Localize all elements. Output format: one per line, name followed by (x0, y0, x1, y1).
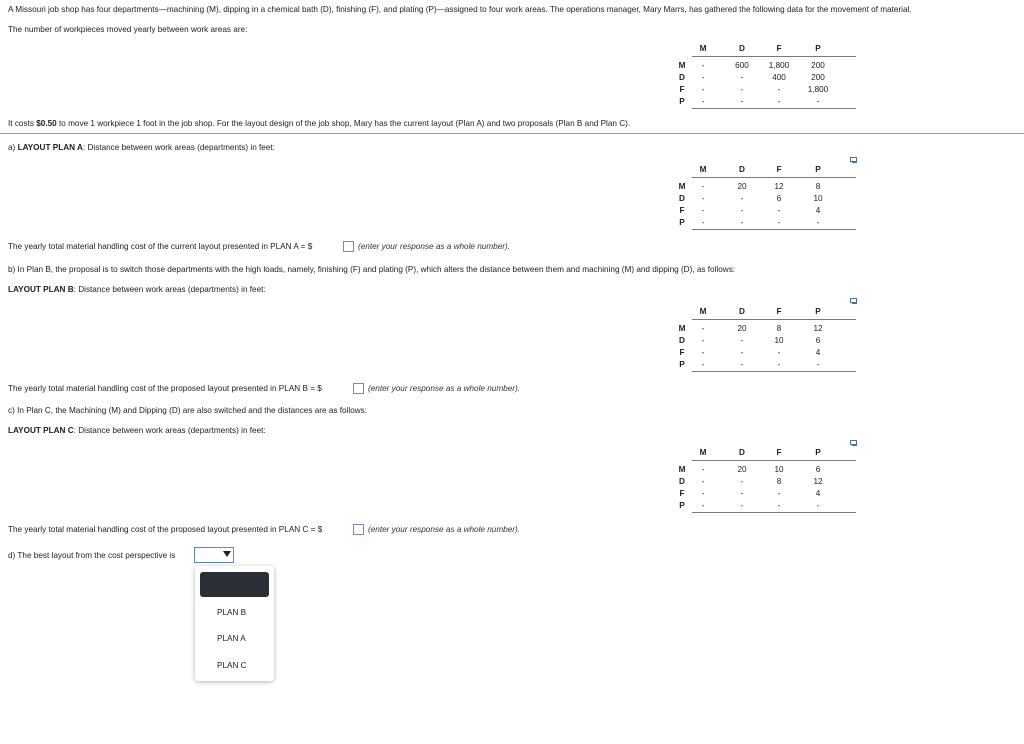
column-header: P (815, 165, 821, 174)
column-header: F (776, 307, 782, 316)
plan-b-answer-row (8, 384, 322, 393)
column-header: F (776, 44, 782, 53)
matrix-cell: 4 (815, 206, 821, 215)
row-header: F (679, 85, 685, 94)
matrix-cell: 200 (811, 61, 825, 70)
part-b-rest: : Distance between work areas (departments) in feet: (73, 285, 266, 294)
matrix-cell: 200 (811, 73, 825, 82)
column-header: D (739, 307, 745, 316)
matrix-cell: - (777, 360, 781, 369)
matrix-cell: 10 (774, 465, 784, 474)
matrix-cell: - (740, 501, 744, 510)
matrix-cell: - (740, 477, 744, 486)
matrix-cell: - (740, 85, 744, 94)
matrix-cell: - (740, 206, 744, 215)
column-header: M (699, 307, 707, 316)
matrix-rule (692, 229, 856, 230)
dropdown-highlight-option[interactable] (200, 572, 269, 597)
matrix-cell: - (740, 218, 744, 227)
matrix-cell: 4 (815, 489, 821, 498)
plan-a-answer-note: (enter your response as a whole number). (358, 242, 511, 251)
matrix-rule (692, 177, 856, 178)
row-header: M (678, 182, 686, 191)
matrix-cell: - (777, 85, 781, 94)
matrix-cell: - (701, 85, 705, 94)
divider (0, 133, 1024, 134)
matrix-cell: - (816, 501, 820, 510)
matrix-cell: - (777, 218, 781, 227)
plan-b-answer-label: The yearly total material handling cost of the proposed layout presented in PLAN B = $ (8, 384, 322, 393)
cost-amount: $0.50 (36, 119, 57, 128)
matrix-cell: 1,800 (768, 61, 790, 70)
column-header: D (739, 44, 745, 53)
matrix-cell: - (701, 336, 705, 345)
matrix-cell: - (701, 97, 705, 106)
matrix-cell: - (816, 97, 820, 106)
matrix-rule (692, 512, 856, 513)
plan-c-answer-note: (enter your response as a whole number). (368, 525, 521, 534)
matrix-cell: - (816, 360, 820, 369)
matrix-cell: - (701, 348, 705, 357)
column-header: P (815, 448, 821, 457)
intro-line-1: A Missouri job shop has four departments—machining (M), dipping in a chemical bath (D), finishing (F), and plating (P)—assigned to four work areas. The operations manager, Mary Marrs, has gathered the following data for the movement of material. (8, 5, 912, 14)
matrix-cell: 6 (815, 465, 821, 474)
matrix-cell: - (701, 61, 705, 70)
matrix-cell: - (701, 489, 705, 498)
row-header: D (679, 336, 685, 345)
matrix-cell: 6 (815, 336, 821, 345)
plan-a-cost-input[interactable] (343, 241, 354, 252)
matrix-cell: - (701, 465, 705, 474)
cost-note (8, 119, 630, 128)
dropdown-option-plan-a[interactable]: PLAN A (217, 634, 246, 643)
matrix-cell: - (740, 360, 744, 369)
part-a-bold: LAYOUT PLAN A (17, 143, 83, 152)
part-c-bold: LAYOUT PLAN C (8, 426, 74, 435)
row-header: F (679, 489, 685, 498)
cost-note-post: to move 1 workpiece 1 foot in the job shop. For the layout design of the job shop, Mary has the current layout (Plan A) and two proposals (Plan B and Plan C). (56, 119, 631, 128)
dropdown-menu (195, 566, 274, 681)
dropdown-option-plan-b[interactable]: PLAN B (217, 608, 247, 617)
chevron-down-icon[interactable] (223, 551, 231, 557)
matrix-cell: - (701, 218, 705, 227)
matrix-cell: - (701, 206, 705, 215)
matrix-cell: 8 (815, 182, 821, 191)
matrix-cell: 4 (815, 348, 821, 357)
part-b-heading (8, 285, 266, 294)
plan-c-cost-input[interactable] (353, 524, 364, 535)
matrix-cell: - (777, 489, 781, 498)
row-header: F (679, 206, 685, 215)
matrix-cell: 20 (737, 465, 747, 474)
matrix-cell: 12 (774, 182, 784, 191)
part-a-heading (8, 143, 275, 152)
matrix-cell: - (701, 477, 705, 486)
plan-c-answer-row (8, 525, 322, 534)
matrix-cell: - (740, 348, 744, 357)
copy-icon[interactable] (850, 157, 858, 164)
matrix-cell: - (701, 360, 705, 369)
matrix-cell: - (740, 194, 744, 203)
matrix-cell: 1,800 (807, 85, 829, 94)
part-c-rest: : Distance between work areas (departments) in feet: (73, 426, 266, 435)
matrix-cell: - (701, 324, 705, 333)
matrix-cell: - (777, 97, 781, 106)
matrix-cell: 12 (813, 477, 823, 486)
plan-c-answer-label: The yearly total material handling cost of the proposed layout presented in PLAN C = $ (8, 525, 323, 534)
row-header: P (679, 97, 685, 106)
matrix-cell: - (740, 97, 744, 106)
column-header: D (739, 165, 745, 174)
part-d-label: d) The best layout from the cost perspective is (8, 551, 176, 560)
row-header: M (678, 61, 686, 70)
dropdown-option-plan-c[interactable]: PLAN C (217, 661, 247, 670)
matrix-cell: - (740, 489, 744, 498)
matrix-cell: - (816, 218, 820, 227)
matrix-cell: 10 (813, 194, 823, 203)
copy-icon[interactable] (850, 440, 858, 447)
row-header: P (679, 218, 685, 227)
column-header: P (815, 44, 821, 53)
copy-icon[interactable] (850, 298, 858, 305)
row-header: P (679, 360, 685, 369)
column-header: M (699, 44, 707, 53)
row-header: D (679, 477, 685, 486)
matrix-rule (692, 460, 856, 461)
part-a-prefix: a) (8, 143, 18, 152)
matrix-cell: - (740, 336, 744, 345)
matrix-cell: 10 (774, 336, 784, 345)
plan-b-answer-note: (enter your response as a whole number). (368, 384, 521, 393)
matrix-cell: - (701, 73, 705, 82)
column-header: F (776, 448, 782, 457)
matrix-cell: - (777, 348, 781, 357)
part-b-intro: b) In Plan B, the proposal is to switch those departments with the high loads, namely, finishing (F) and plating (P), which alters the distance between them and machining (M) and dipping (D), as follows: (8, 265, 736, 274)
matrix-cell: 600 (735, 61, 749, 70)
column-header: M (699, 448, 707, 457)
matrix-cell: 20 (737, 324, 747, 333)
row-header: D (679, 73, 685, 82)
row-header: F (679, 348, 685, 357)
part-c-heading (8, 426, 266, 435)
matrix-cell: 8 (776, 324, 782, 333)
column-header: F (776, 165, 782, 174)
matrix-cell: 8 (776, 477, 782, 486)
column-header: D (739, 448, 745, 457)
row-header: M (678, 465, 686, 474)
matrix-cell: - (701, 182, 705, 191)
column-header: P (815, 307, 821, 316)
matrix-rule (692, 108, 856, 109)
matrix-cell: - (701, 501, 705, 510)
plan-a-answer-label: The yearly total material handling cost of the current layout presented in PLAN A = $ (8, 242, 313, 251)
row-header: P (679, 501, 685, 510)
matrix-cell: 12 (813, 324, 823, 333)
column-header: M (699, 165, 707, 174)
matrix-cell: - (740, 73, 744, 82)
matrix-cell: 6 (776, 194, 782, 203)
matrix-rule (692, 56, 856, 57)
matrix-cell: 400 (772, 73, 786, 82)
matrix-rule (692, 319, 856, 320)
cost-note-pre: It costs (8, 119, 37, 128)
intro-line-2: The number of workpieces moved yearly between work areas are: (8, 25, 248, 34)
part-c-intro: c) In Plan C, the Machining (M) and Dipping (D) are also switched and the distances are as follows: (8, 406, 368, 415)
best-layout-dropdown[interactable] (194, 547, 234, 563)
part-a-rest: : Distance between work areas (departments) in feet: (82, 143, 275, 152)
matrix-cell: 20 (737, 182, 747, 191)
matrix-rule (692, 371, 856, 372)
part-b-bold: LAYOUT PLAN B (8, 285, 74, 294)
matrix-cell: - (777, 206, 781, 215)
row-header: M (678, 324, 686, 333)
matrix-cell: - (777, 501, 781, 510)
plan-b-cost-input[interactable] (353, 383, 364, 394)
plan-a-answer-row (8, 242, 312, 251)
row-header: D (679, 194, 685, 203)
matrix-cell: - (701, 194, 705, 203)
